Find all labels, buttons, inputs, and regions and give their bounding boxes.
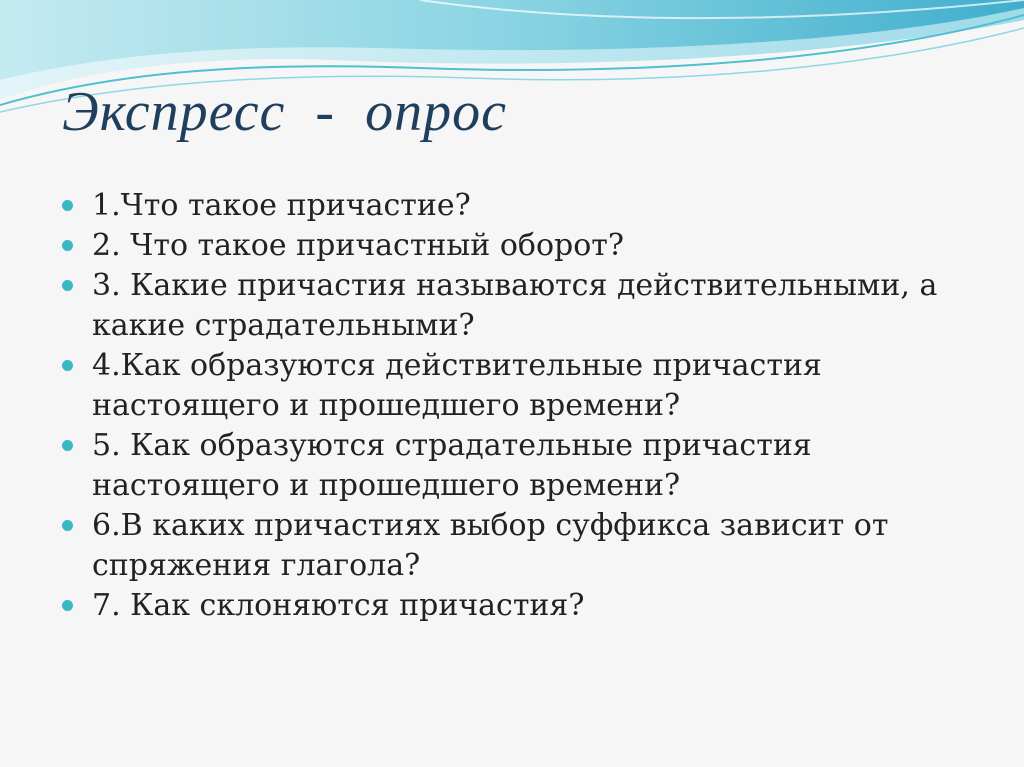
list-item [62, 426, 982, 506]
bullet-dot-icon [62, 440, 73, 451]
bullet-dot-icon [62, 360, 73, 371]
question-text: 7. Как склоняются причастия? [92, 588, 585, 623]
list-item [62, 266, 982, 346]
question-text: 2. Что такое причастный оборот? [92, 228, 624, 263]
question-text: 6.В каких причастиях выбор суффикса зависит от спряжения глагола? [92, 508, 889, 583]
list-item [62, 226, 982, 266]
question-text: 1.Что такое причастие? [92, 188, 471, 223]
question-text: 3. Какие причастия называются действительными, а какие страдательными? [92, 268, 938, 343]
bullet-dot-icon [62, 240, 73, 251]
list-item [62, 586, 982, 626]
list-item [62, 186, 982, 226]
bullet-dot-icon [62, 520, 73, 531]
question-text: 5. Как образуются страдательные причастия настоящего и прошедшего времени? [92, 428, 812, 503]
question-text: 4.Как образуются действительные причастия настоящего и прошедшего времени? [92, 348, 822, 423]
list-item [62, 506, 982, 586]
bullet-dot-icon [62, 280, 73, 291]
bullet-dot-icon [62, 200, 73, 211]
list-item [62, 346, 982, 426]
slide-title: Экспресс - опрос [62, 81, 507, 143]
bullet-dot-icon [62, 600, 73, 611]
question-list [62, 186, 982, 626]
